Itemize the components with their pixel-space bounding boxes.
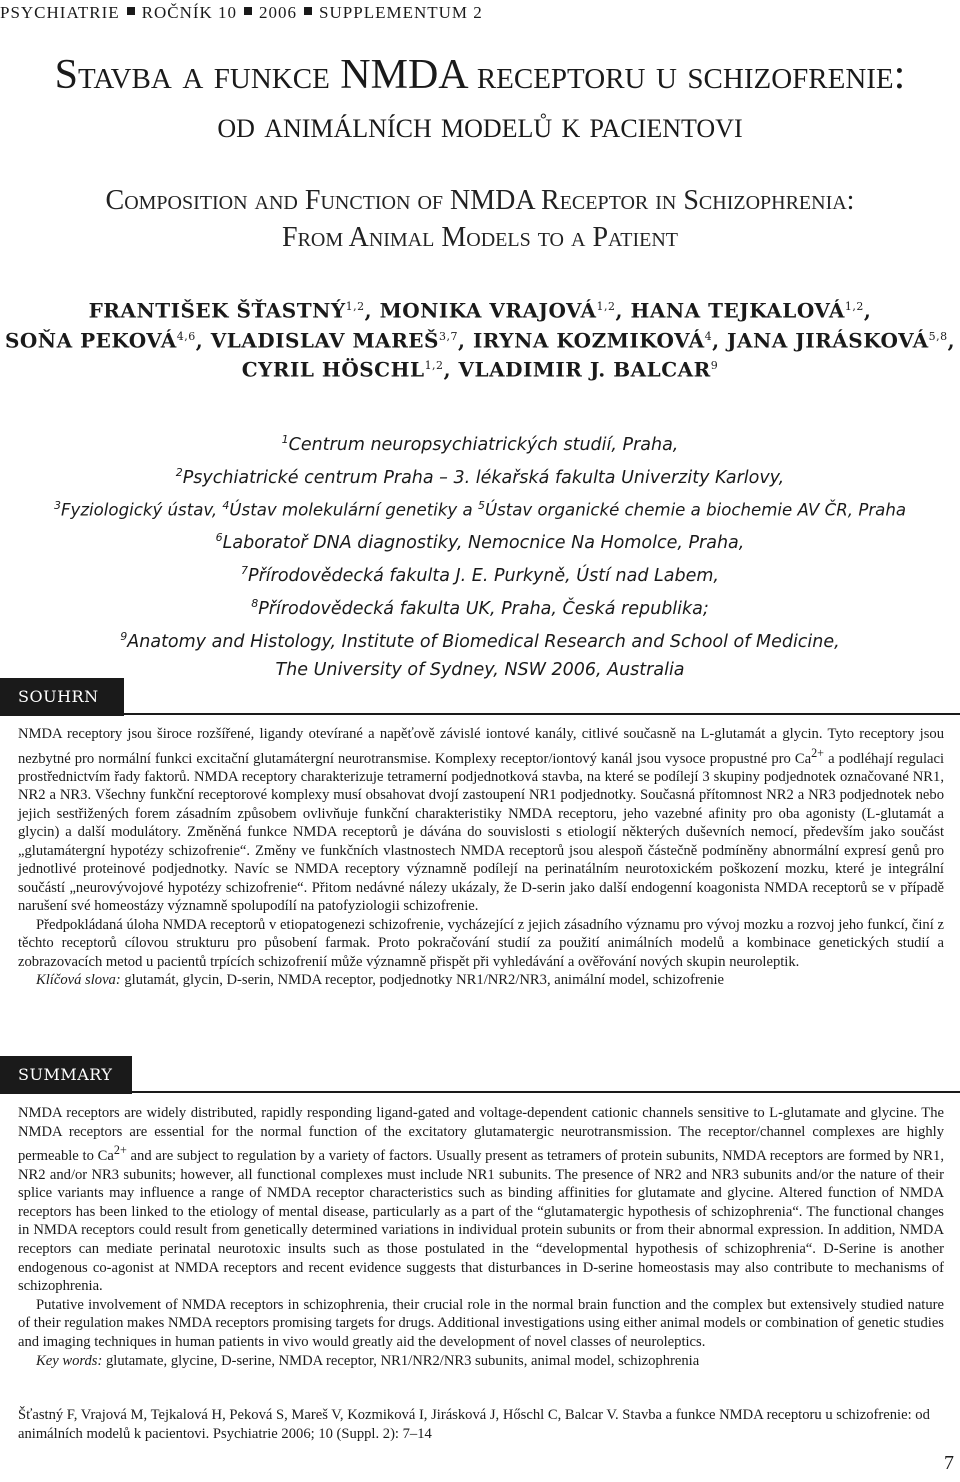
affiliation-text: Ústav molekulární genetiky a: [229, 500, 478, 520]
author-affiliation-marker: 3,7: [439, 329, 458, 343]
abstract-paragraph: NMDA receptory jsou široce rozšířené, ligandy otevírané a napěťově závislé iontové kanály, citlivé současně na L-glutamát a glycin. Tyto receptory jsou nezbytné pro normální funkci excitační glutamátergní neurotransmise. Komplexy receptor/iontový kanál jsou vysoce propustné pro $Ca^{2+}$ a podléhají regulaci prostřednictvím řady faktorů. NMDA receptory charakterizuje tetramerní podjednotková stavba, na které se podílejí 3 skupiny podjednotek označované NR1, NR2 a NR3. Všechny funkční receptorové komplexy musí obsahovat dvojí zastoupení NR1 podjednotky. Současná přítomnost NR2 a NR3 podjednotek nebo jejich sestřižených forem zásadním způsobem ovlivňuje funkční charakteristiky NMDA receptoru, jeho vazebné afinity pro oba agonisty (L-glutamát a glycin) a další modulátory. Změněná funkce NMDA receptorů je dávána do souvislosti s etiologií některých duševních nemocí, především jako součást „glutamátergní hypotézy schizofrenie“. Změny ve funkčních vlastnostech NMDA receptorů jsou alespoň částečně podmíněny abnormální expresí genů pro jednotlivé proteinové podjednotky. Navíc se NMDA receptory významně podílejí na perinatálním neurotoxickém poškození mozku, které je integrální součástí „neurovývojové hypotézy schizofrenie“. Přitom nedávné nálezy ukázaly, že D-serin jako další endogenní koagonista NMDA receptorů se v případě narušení své homeostázy významně spolupodílí na patofyziologii schizofrenie.: [18, 726, 945, 915]
abstract-english: [18, 1104, 944, 1370]
author-name: IRYNA KOZMIKOVÁ: [472, 328, 705, 353]
section-divider: [0, 1091, 960, 1093]
journal-name: PSYCHIATRIE: [0, 3, 120, 22]
author-affiliation-marker: 1,2: [844, 300, 864, 313]
author-affiliation-marker: 1,2: [345, 300, 365, 313]
abstract-paragraph: Putative involvement of NMDA receptors in schizophrenia, their crucial role in the normal brain function and the complex but extensively studied nature of their regulation makes NMDA receptors promising targets for drugs. Additional investigations using either animal models or combination of genetic studies and imaging techniques in human patients in vivo would greatly aid the development of novel classes of neuroleptics.: [18, 1296, 944, 1350]
affiliation-line: [0, 459, 960, 492]
affiliation-marker: 5: [477, 499, 485, 513]
author-affiliation-marker: 1,2: [596, 300, 616, 313]
separator-square-icon: [244, 7, 252, 15]
affiliation-line: [0, 657, 960, 684]
affiliation-text: Přírodovědecká fakulta J. E. Purkyně, Ústí nad Labem,: [248, 566, 719, 587]
journal-header: [0, 3, 483, 23]
journal-volume: ROČNÍK 10: [141, 3, 238, 22]
section-divider: [0, 713, 960, 715]
author-affiliation-marker: 4: [704, 329, 713, 343]
author-name: VLADISLAV MAREŠ: [210, 328, 439, 353]
author-affiliation-marker: 5,8: [928, 329, 948, 343]
abstract-paragraph: NMDA receptors are widely distributed, rapidly responding ligand-gated and voltage-dependent cationic channels sensitive to L-glutamate and glycine. The NMDA receptors are essential for the normal function of the excitatory glutamatergic neurotransmission. The receptor/channel complexes are highly permeable to $Ca^{2+}$ and are subject to regulation by a variety of factors. Usually present as tetramers of protein subunits, NMDA receptors are formed by NR1, NR2 and/or NR3 subunits; however, all functional complexes must include NR1 subunits. The presence of NR2 and NR3 subunits and/or the nature of their splice variants may influence a range of NMDA receptor characteristics such as binding affinities for glutamate and glycine. Altered function of NMDA receptors has been linked to the etiology of mental disease, particularly as a part of the “glutamatergic hypothesis of schizophrenia“. The functional changes in NMDA receptors could result from genetically determined variations in individual protein subunits or from their abnormal expression. In addition, NMDA receptors can mediate perinatal neurotoxic insults such as those postulated in the “developmental hypothesis of schizophrenia“. D-Serine is another endogenous co-agonist at NMDA receptors and recent evidence suggests that disturbances in D-serine homeostasis may also contribute to mechanisms of schizophrenia.: [18, 1105, 944, 1295]
affiliation-marker: 1: [281, 433, 289, 446]
author-name: MONIKA VRAJOVÁ: [379, 298, 597, 323]
affiliation-text: Psychiatrické centrum Praha – 3. lékařská fakulta Univerzity Karlovy,: [182, 467, 785, 488]
abstract-czech: [18, 725, 944, 990]
title-english-line-2: From Animal Models to a Patient: [282, 222, 678, 253]
author-name: VLADIMIR J. BALCAR: [458, 357, 711, 382]
affiliation-line: [0, 590, 960, 623]
journal-year: 2006: [259, 3, 298, 22]
section-heading-summary: SUMMARY: [0, 1056, 132, 1094]
affiliation-text: Fyziologický ústav,: [60, 500, 223, 520]
affiliation-text: Laboratoř DNA diagnostiky, Nemocnice Na Homolce, Praha,: [222, 532, 745, 553]
affiliation-marker: 7: [241, 564, 249, 578]
author-name: JANA JIRÁSKOVÁ: [727, 328, 929, 353]
author-affiliation-marker: 9: [710, 359, 719, 373]
author-name: SOŇA PEKOVÁ: [4, 328, 177, 353]
title-czech-line-2: od animálních modelů k pacientovi: [217, 105, 743, 146]
affiliation-line: [0, 623, 960, 656]
journal-supplement: SUPPLEMENTUM 2: [319, 3, 483, 22]
affiliation-marker: 8: [251, 597, 259, 611]
title-english-line-1: Composition and Function of NMDA Receptor in Schizophrenia:: [105, 185, 855, 216]
affiliation-text: Centrum neuropsychiatrických studií, Praha,: [288, 434, 679, 455]
affiliation-marker: 9: [120, 630, 128, 644]
affiliation-marker: 6: [215, 531, 223, 545]
author-name: FRANTIŠEK ŠŤASTNÝ: [88, 298, 346, 323]
author-name: HANA TEJKALOVÁ: [630, 298, 845, 323]
keywords: Klíčová slova: glutamát, glycin, D-serin, NMDA receptor, podjednotky NR1/NR2/NR3, animální model, schizofrenie: [36, 972, 725, 989]
affiliation-marker: 3: [53, 499, 61, 513]
author-affiliation-marker: 4,6: [176, 329, 196, 343]
title-czech-line-1: Stavba a funkce NMDA receptoru u schizofrenie:: [54, 52, 906, 98]
author-list: FRANTIŠEK ŠŤASTNÝ$^{1,2}$, MONIKA VRAJOVÁ$^{1,2}$, HANA TEJKALOVÁ$^{1,2}$, SOŇA PEKOVÁ$^{4,6}$, VLADISLAV MAREŠ$^{3,7}$, IRYNA KOZMIKOVÁ$^4$, JANA JIRÁSKOVÁ$^{5,8}$, CYRIL HÖSCHL$^{1,2}$, VLADIMIR J. BALCAR$^9$: [4, 298, 956, 382]
affiliation-text: Ústav organické chemie a biochemie AV ČR, Praha: [484, 500, 907, 520]
affiliation-text: Přírodovědecká fakulta UK, Praha, Česká republika;: [258, 599, 709, 620]
abstract-paragraph: Předpokládaná úloha NMDA receptorů v etiopatogenezi schizofrenie, vycházející z jejich zásadního významu pro vývoj mozku a rozvoj jeho funkcí, činí z těchto receptorů cílovou strukturu pro působení farmak. Proto pokračování studií za použití animálních modelů a kombinace genetických studií a zobrazovacích metod u pacientů trpících schizofrenií může významně přispět při vyhledávání a ověřování nových skupin neuroleptik.: [18, 916, 944, 970]
separator-square-icon: [304, 7, 312, 15]
affiliation-marker: 4: [222, 499, 230, 513]
page-number: 7: [944, 1452, 954, 1474]
affiliation-text: Anatomy and Histology, Institute of Biomedical Research and School of Medicine,: [127, 632, 840, 653]
affiliation-marker: 2: [175, 466, 183, 480]
affiliation-line: [0, 426, 960, 459]
author-affiliation-marker: 1,2: [424, 359, 444, 373]
keywords: Key words: glutamate, glycine, D-serine, NMDA receptor, NR1/NR2/NR3 subunits, animal model, schizophrenia: [36, 1352, 700, 1369]
affiliation-line: [0, 492, 960, 524]
section-heading-souhrn: SOUHRN: [0, 678, 124, 716]
affiliation-text: The University of Sydney, NSW 2006, Australia: [275, 659, 685, 680]
affiliation-line: [0, 557, 960, 590]
affiliation-list: [0, 426, 960, 684]
affiliation-line: [0, 524, 960, 557]
separator-square-icon: [127, 7, 135, 15]
citation: Šťastný F, Vrajová M, Tejkalová H, Peková S, Mareš V, Kozmiková I, Jirásková J, Hőschl C, Balcar V. Stavba a funkce NMDA receptoru u schizofrenie: od animálních modelů k pacientovi. Psychiatrie 2006; 10 (Suppl. 2): 7–14: [18, 1407, 930, 1442]
author-name: CYRIL HÖSCHL: [241, 357, 425, 382]
